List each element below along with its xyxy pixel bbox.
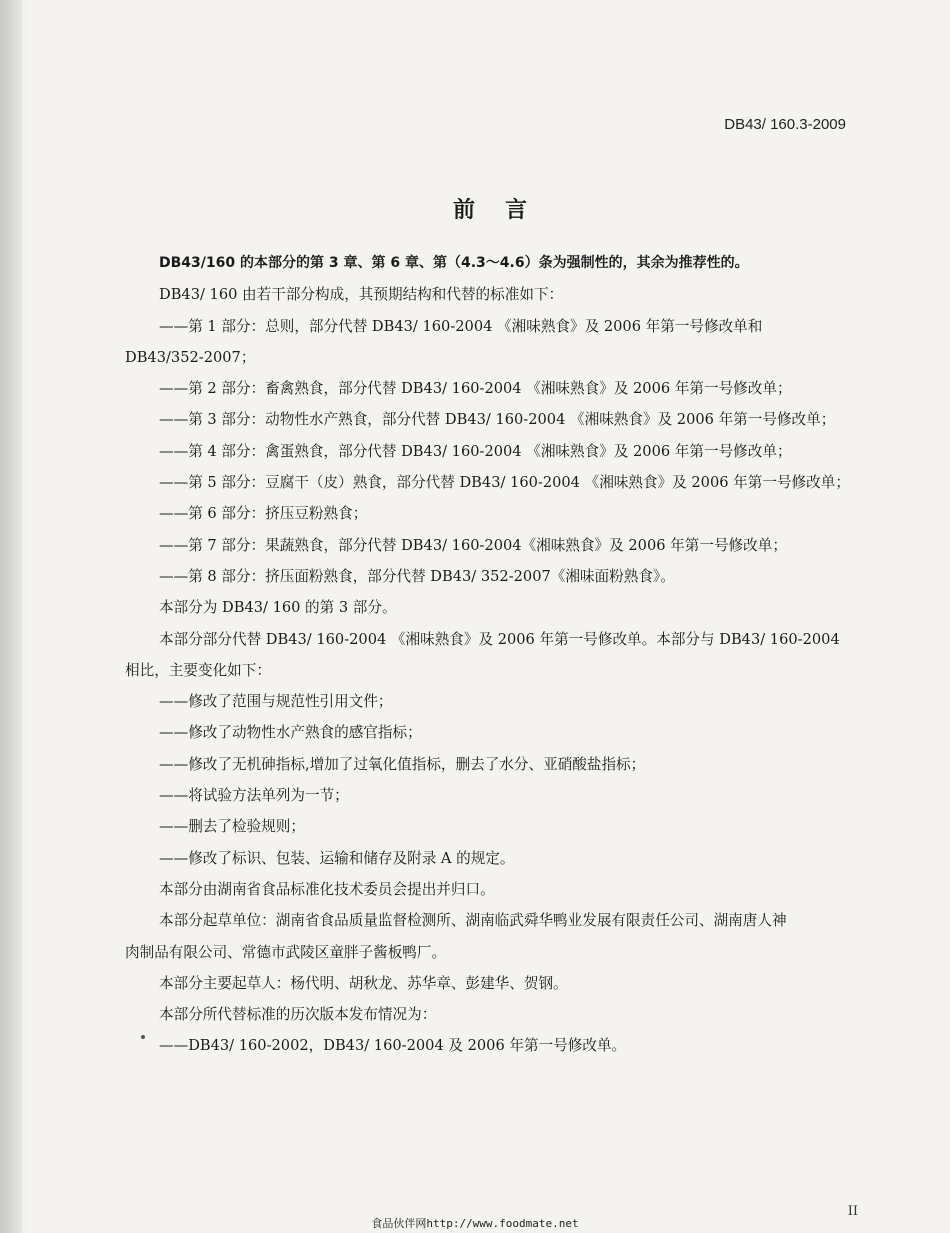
drafting-units-continuation: 肉制品有限公司、常德市武陵区童胖子酱板鸭厂。 [125, 943, 447, 961]
page-number: II [847, 1204, 858, 1219]
history-intro: 本部分所代替标准的历次版本发布情况为： [159, 1006, 437, 1024]
page-binding-edge [0, 0, 22, 1233]
part-list-item: ——第 4 部分：禽蛋熟食，部分代替 DB43/ 160-2004 《湘味熟食》及 2006 年第一号修改单； [159, 442, 792, 460]
replacement-statement-continuation: 相比，主要变化如下： [125, 661, 271, 679]
part-list-item: ——第 6 部分：挤压豆粉熟食； [159, 505, 368, 523]
replacement-statement: 本部分部分代替 DB43/ 160-2004 《湘味熟食》及 2006 年第一号修改单。本部分与 DB43/ 160-2004 [159, 630, 840, 648]
mandatory-clause-statement: DB43/160 的本部分的第 3 章、第 6 章、第（4.3～4.6）条为强制性的，其余为推荐性的。 [159, 255, 749, 271]
part-list-item: ——第 1 部分：总则，部分代替 DB43/ 160-2004 《湘味熟食》及 2006 年第一号修改单和 [159, 317, 763, 335]
change-list-item: ——修改了动物性水产熟食的感官指标； [159, 724, 422, 742]
change-list-item: ——修改了范围与规范性引用文件； [159, 693, 393, 711]
part-statement: 本部分为 DB43/ 160 的第 3 部分。 [159, 599, 397, 617]
change-list-item: ——删去了检验规则； [159, 818, 305, 836]
drafters-statement: 本部分主要起草人：杨代明、胡秋龙、苏华章、彭建华、贺钢。 [159, 974, 568, 992]
structure-intro: DB43/ 160 由若干部分构成，其预期结构和代替的标准如下： [159, 286, 564, 304]
part-list-item: ——第 2 部分：畜禽熟食，部分代替 DB43/ 160-2004 《湘味熟食》及 2006 年第一号修改单； [159, 380, 792, 398]
change-list-item: ——修改了标识、包装、运输和储存及附录 A 的规定。 [159, 849, 515, 867]
drafting-units: 本部分起草单位：湖南省食品质量监督检测所、湖南临武舜华鸭业发展有限责任公司、湖南唐人神 [159, 912, 787, 930]
document-code: DB43/ 160.3-2009 [724, 116, 846, 133]
change-list-item: ——将试验方法单列为一节； [159, 787, 349, 805]
change-list-item: ——修改了无机砷指标,增加了过氧化值指标，删去了水分、亚硝酸盐指标； [159, 755, 646, 773]
part-list-item: ——第 7 部分：果蔬熟食，部分代替 DB43/ 160-2004《湘味熟食》及 2006 年第一号修改单； [159, 536, 787, 554]
page-title: 前言 [452, 198, 557, 223]
foreword-body [125, 248, 855, 1062]
part-list-item: ——第 8 部分：挤压面粉熟食，部分代替 DB43/ 352-2007《湘味面粉熟食》。 [159, 567, 675, 585]
part-list-item-continuation: DB43/352-2007； [125, 348, 256, 366]
proposer-statement: 本部分由湖南省食品标准化技术委员会提出并归口。 [159, 880, 495, 898]
history-list-item: ——DB43/ 160-2002，DB43/ 160-2004 及 2006 年第一号修改单。 [159, 1037, 627, 1055]
footer-watermark-link[interactable]: 食品伙伴网http://www.foodmate.net [371, 1217, 579, 1230]
part-list-item: ——第 3 部分：动物性水产熟食，部分代替 DB43/ 160-2004 《湘味熟食》及 2006 年第一号修改单； [159, 411, 836, 429]
ink-dot-mark [141, 1035, 145, 1039]
part-list-item: ——第 5 部分：豆腐干（皮）熟食，部分代替 DB43/ 160-2004 《湘味熟食》及 2006 年第一号修改单； [159, 474, 850, 492]
